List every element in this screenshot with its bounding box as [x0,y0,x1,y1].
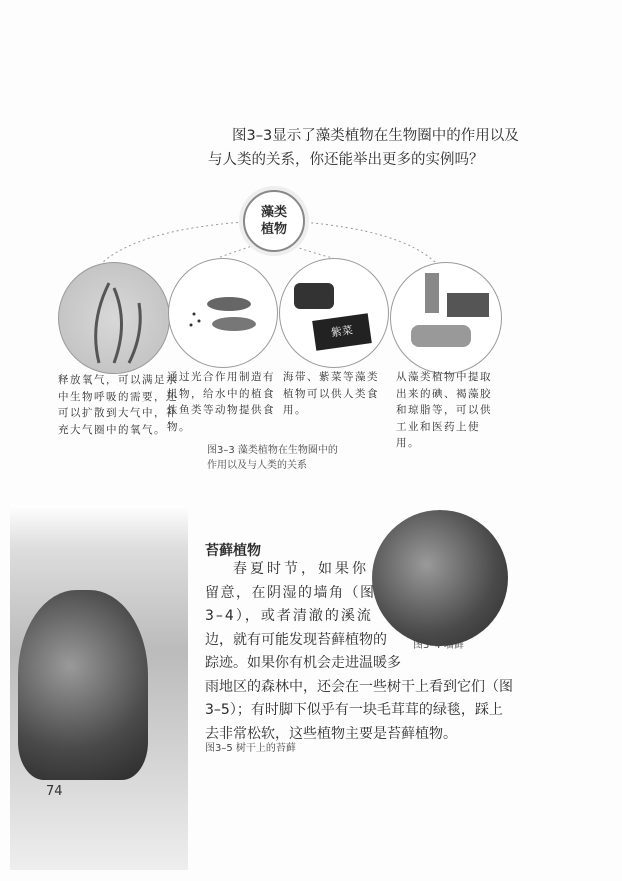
center-bubble-algae [243,190,305,252]
bubble-industry-illustration [390,262,502,374]
bottle-icon [425,273,439,313]
page-number: 74 [46,784,63,799]
center-label: 藻类 [260,205,287,220]
tree-moss-photo [10,505,188,870]
caption-food-for-fish: 通过光合作用制造有机物，给水中的植食性鱼类等动物提供食物。 [167,371,275,433]
caption-human-food: 海带、紫菜等藻类植物可以供人类食用。 [283,371,379,416]
paragraph-line: 3–5）；有时脚下似乎有一块毛茸茸的绿毯，踩上 [205,702,503,718]
paragraph-line: 边，就有可能发现苔藓植物的 [205,631,387,648]
paragraph-line: 雨地区的森林中，还会在一些树干上看到它们（图 [205,678,513,695]
caption-line: 图3–3 藻类植物在生物圈中的 [207,445,338,456]
intro-line: 与人类的关系，你还能举出更多的实例吗？ [208,152,484,168]
box-icon [447,293,489,317]
seaweed-icon [59,263,169,373]
bubble-fish-illustration [168,258,278,368]
paragraph-line: 留意，在阴湿的墙角（图 [205,584,376,601]
mossy-trunk [18,590,148,780]
section-title: 苔藓植物 [205,543,261,559]
fish-icon [169,259,277,367]
paragraph-line: 3–4），或者清澈的溪流 [205,608,373,624]
caption-industry: 从藻类植物中提取出来的碘、褐藻胶和琼脂等，可以供工业和医药上使用。 [396,371,492,449]
kelp-bundle-icon [294,283,334,309]
figure-3-4-caption: 图3–4 墙藓 [413,640,464,651]
caption-line: 作用以及与人类的关系 [207,460,307,471]
paragraph-line: 春夏时节，如果你 [233,561,369,577]
bubble-oxygen-illustration [58,262,170,374]
figure-3-5-caption: 图3–5 树干上的苔藓 [205,743,296,754]
bubble-food-illustration [279,258,389,368]
laver-package: 紫菜 [312,313,372,351]
agar-icon [411,325,471,347]
paragraph-line: 踪迹。如果你有机会走进温暖多 [205,655,401,671]
paragraph-line: 去非常松软，这些植物主要是苔藓植物。 [205,725,457,742]
figure-3-3-caption [207,443,338,473]
caption-oxygen: 释放氧气，可以满足水中生物呼吸的需要，还可以扩散到大气中，补充大气圈中的氧气。 [58,374,178,436]
center-label: 植物 [260,222,287,237]
section-paragraph [205,558,513,746]
intro-line: 图3–3显示了藻类植物在生物圈中的作用以及 [232,128,519,144]
